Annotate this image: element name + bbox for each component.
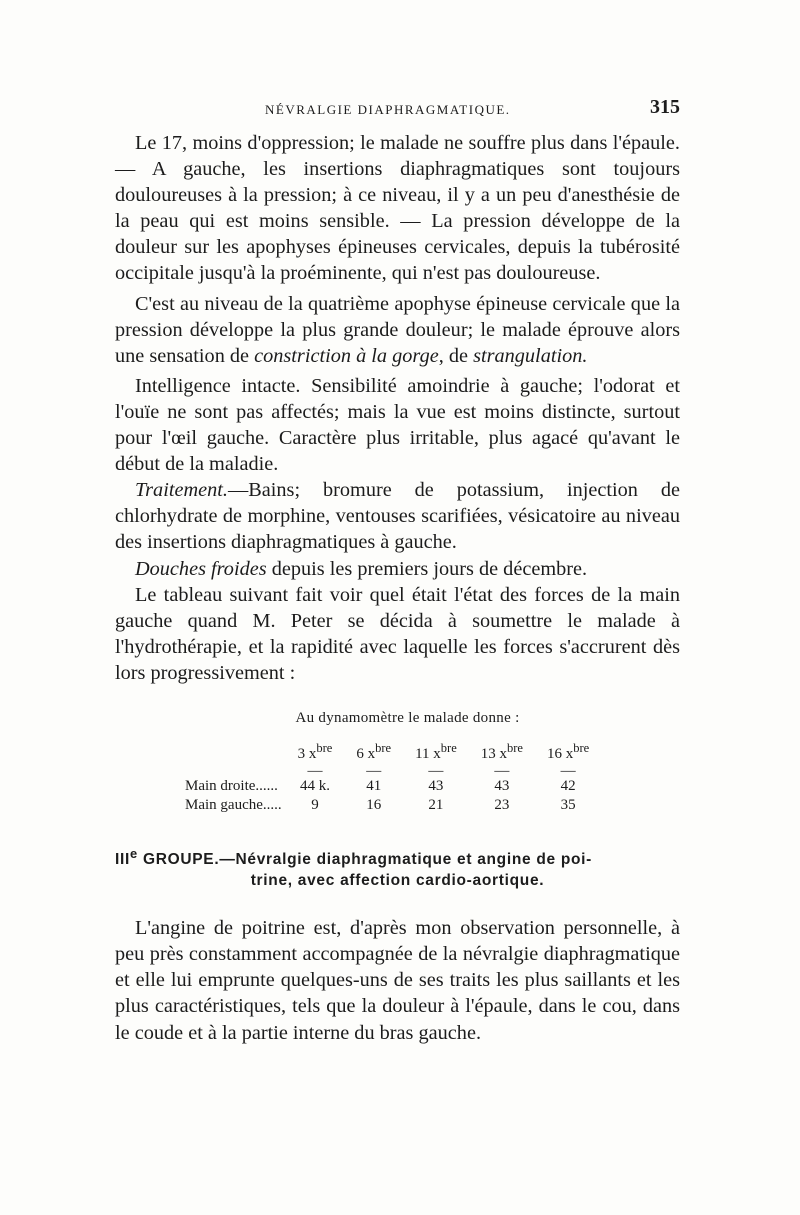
paragraph-2 (115, 291, 680, 369)
page-number: 315 (650, 96, 680, 118)
column-header: 3 $x^{bre}$ (297, 740, 333, 762)
paragraph-1: Le 17, moins d'oppression; le malade ne souffre plus dans l'épaule.— A gauche, les insertions diaphragmatiques sont toujours douloureuses à la pression; à ce niveau, il y a un peu d'anesthésie de la peau qui est moins sensible. — La pression développe de la douleur sur les apophyses épineuses cervicales, depuis la tubérosité occipitale jusqu'à la proéminente, qui n'est pas douloureuse. (115, 132, 680, 285)
column-header: 11 $x^{bre}$ (415, 740, 457, 762)
paragraph-4-text: —Bains; bromure de potassium, injection de chlorhydrate de morphine, ventouses scarifiées, vésicatoire au niveau des insertions diaphragmatiques à gauche. (115, 479, 680, 554)
table-cell: 21 (428, 796, 444, 813)
column-header: 13 $x^{bre}$ (480, 740, 523, 762)
dash-row: — — — — — (307, 762, 576, 779)
table-header-row (185, 741, 601, 765)
section-heading-line-2: trine, avec affection cardio-aortique. (250, 872, 545, 890)
row-label: Main gauche..... (185, 796, 282, 813)
paragraph-7: L'angine de poitrine est, d'après mon observation personnelle, à peu près constamment accompagnée de la névralgie diaphragmatique et elle lui emprunte quelques-uns de ses traits les plus saillants et les plus caractéristiques, tels que la douleur à l'épaule, dans le cou, dans le coude et à la partie interne du bras gauche. (115, 917, 680, 1044)
table-cell: 23 (494, 796, 510, 813)
section-heading (115, 843, 680, 891)
paragraph-2-italic-b: strangulation. (473, 344, 588, 367)
column-header: 6 $x^{bre}$ (356, 740, 392, 762)
paragraph-2-italic-a: constriction à la gorge (254, 344, 439, 367)
paragraph-2-text-b: , de (438, 344, 474, 367)
paragraph-5-italic: Douches froides (135, 557, 267, 580)
row-label: Main droite...... (185, 777, 278, 794)
section-heading-line-1: IIIe GROUPE.—Névralgie diaphragmatique et angine de poi- (115, 845, 593, 869)
paragraph-6: Le tableau suivant fait voir quel était l'état des forces de la main gauche quand M. Peter se décida à soumettre le malade à l'hydrothérapie, et la rapidité avec laquelle les forces s'accrurent dès lors progressivement : (115, 583, 680, 684)
paragraph-4-italic: Traitement. (135, 479, 228, 502)
table-cell: 43 (494, 777, 510, 794)
book-page (115, 96, 680, 1046)
table-row (185, 796, 601, 815)
table-cell: 9 (311, 796, 319, 813)
running-title: NÉVRALGIE DIAPHRAGMATIQUE. (265, 102, 511, 117)
table-caption: Au dynamomètre le malade donne : (295, 709, 520, 726)
paragraph-2-text-a: C'est au niveau de la quatrième apophyse épineuse cervicale que la pression développe la plus grande douleur; le malade éprouve alors une sensation de (115, 292, 680, 367)
running-head (115, 96, 680, 124)
table-cell: 42 (560, 777, 576, 794)
table-cell: 41 (366, 777, 382, 794)
table-cell: 16 (366, 796, 382, 813)
table-cell: 44 k. (300, 777, 330, 794)
dynamometer-table (185, 741, 601, 815)
paragraph-5-text: depuis les premiers jours de décembre. (266, 557, 588, 580)
paragraph-5 (115, 556, 680, 582)
dynamometer-table-block (115, 710, 680, 815)
table-cell: 43 (428, 777, 444, 794)
table-row (185, 777, 601, 796)
table-cell: 35 (560, 796, 576, 813)
column-header: 16 $x^{bre}$ (546, 740, 590, 762)
paragraph-3: Intelligence intacte. Sensibilité amoindrie à gauche; l'odorat et l'ouïe ne sont pas affectés; mais la vue est moins distincte, surtout pour l'œil gauche. Caractère plus irritable, plus agacé qu'avant le début de la maladie. (115, 374, 680, 476)
paragraph-4 (115, 477, 680, 555)
